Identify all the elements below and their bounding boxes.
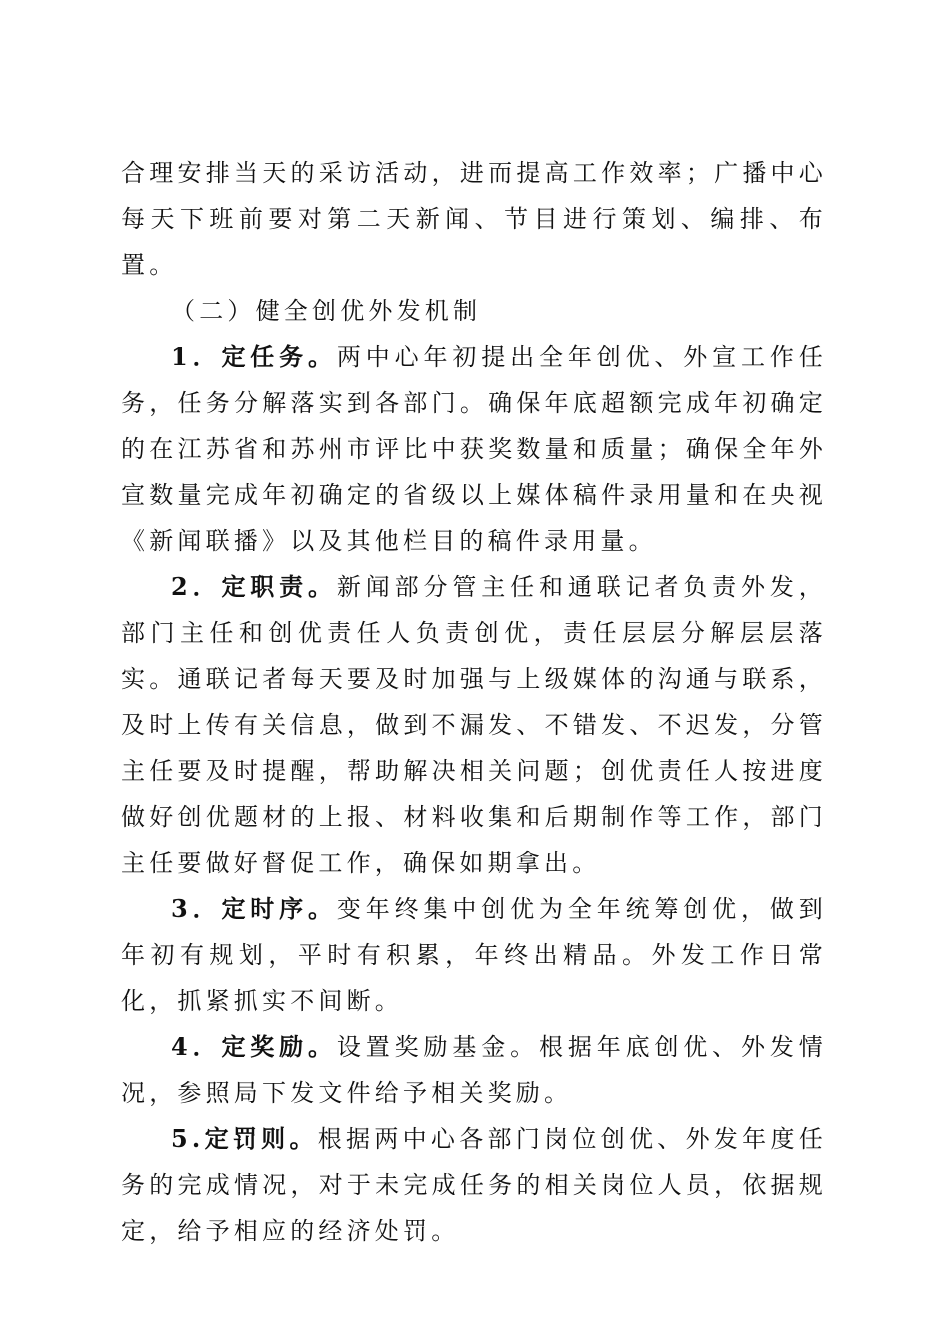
list-item — [121, 334, 827, 564]
document-body — [121, 150, 827, 1254]
paragraph-continuation — [121, 150, 827, 288]
item-number: 5. — [171, 1124, 205, 1153]
section-heading: （二）健全创优外发机制 — [171, 297, 482, 325]
list-item — [121, 886, 827, 1024]
item-lead: 定罚则。 — [204, 1124, 318, 1153]
item-lead: 定时序。 — [221, 894, 337, 923]
list-item — [121, 1024, 827, 1116]
list-item — [121, 1116, 827, 1254]
paragraph-text: 合理安排当天的采访活动，进而提高工作效率；广播中心每天下班前要对第二天新闻、节目进行策划、编排、布置。 — [121, 159, 827, 279]
item-lead: 定任务。 — [221, 342, 337, 371]
item-text: 设置奖励基金。根据年底创优、外发情况，参照局下发文件给予相关奖励。 — [121, 1033, 827, 1107]
item-text: 根据两中心各部门岗位创优、外发年度任务的完成情况，对于未完成任务的相关岗位人员，依据规定，给予相应的经济处罚。 — [121, 1125, 827, 1245]
list-item — [121, 564, 827, 886]
item-lead: 定职责。 — [221, 572, 337, 601]
item-text: 两中心年初提出全年创优、外宣工作任务，任务分解落实到各部门。确保年底超额完成年初确定的在江苏省和苏州市评比中获奖数量和质量；确保全年外宣数量完成年初确定的省级以上媒体稿件录用量和在央视《新闻联播》以及其他栏目的稿件录用量。 — [121, 343, 827, 555]
item-number: 1． — [171, 342, 222, 371]
item-text: 变年终集中创优为全年统筹创优，做到年初有规划，平时有积累，年终出精品。外发工作日常化，抓紧抓实不间断。 — [121, 895, 827, 1015]
item-number: 4． — [171, 1032, 222, 1061]
item-number: 3． — [171, 894, 222, 923]
item-number: 2． — [171, 572, 222, 601]
item-lead: 定奖励。 — [221, 1032, 337, 1061]
item-text: 新闻部分管主任和通联记者负责外发，部门主任和创优责任人负责创优，责任层层分解层层落实。通联记者每天要及时加强与上级媒体的沟通与联系，及时上传有关信息，做到不漏发、不错发、不迟发，分管主任要及时提醒，帮助解决相关问题；创优责任人按进度做好创优题材的上报、材料收集和后期制作等工作，部门主任要做好督促工作，确保如期拿出。 — [121, 573, 827, 877]
